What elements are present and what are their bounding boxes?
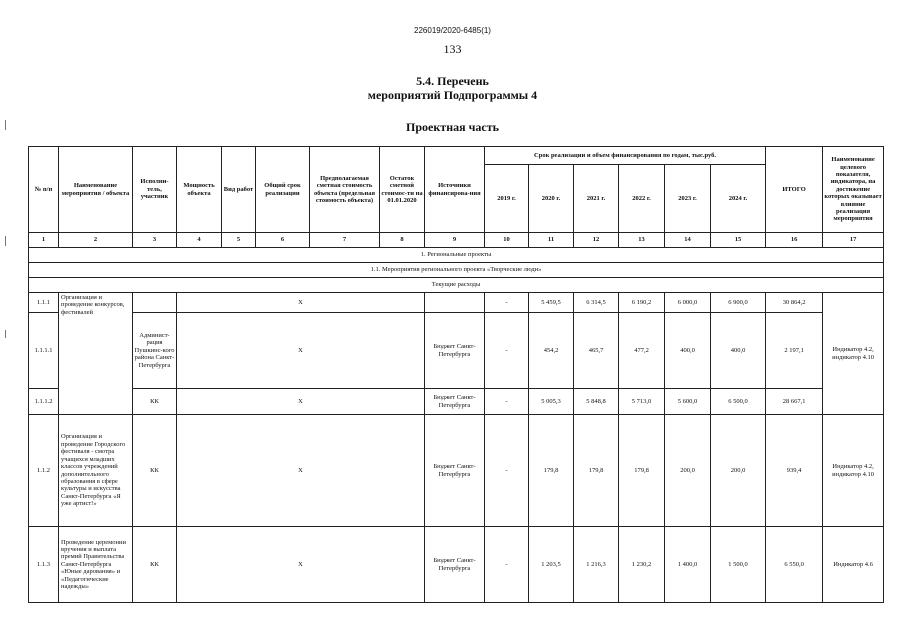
header-year-2020: 2020 г. xyxy=(529,165,574,233)
value-2024: 400,0 xyxy=(711,313,766,389)
value-total: 30 864,2 xyxy=(766,293,823,313)
measure-name: Организация и проведение Городского фестиваля - смотра учащихся младших классов учреждений дополнительного образования в сфере культуры и искусства Санкт-Петербурга «Я уже артист!» xyxy=(59,415,133,527)
section-row xyxy=(29,263,884,278)
value-2021: 465,7 xyxy=(574,313,619,389)
not-applicable-mark: Х xyxy=(177,389,425,415)
value-2022: 477,2 xyxy=(619,313,665,389)
value-total: 939,4 xyxy=(766,415,823,527)
table-row xyxy=(29,313,884,389)
header-estimated-cost: Предполагаемая сметная стоимость объекта (предельная стоимость объекта) xyxy=(310,147,380,233)
header-term: Общий срок реализации xyxy=(256,147,310,233)
measure-name: Проведение церемонии вручения и выплата премий Правительства Санкт-Петербурга «Юные дарования» и «Педагогические надежды» xyxy=(59,527,133,603)
value-total: 6 550,0 xyxy=(766,527,823,603)
document-id: 226019/2020-6485(1) xyxy=(414,26,491,35)
section-regional-projects: 1. Региональные проекты xyxy=(29,248,884,263)
header-year-2022: 2022 г. xyxy=(619,165,665,233)
value-2019: - xyxy=(485,527,529,603)
funding-source: Бюджет Санкт-Петербурга xyxy=(425,415,485,527)
value-total: 2 197,1 xyxy=(766,313,823,389)
value-2023: 6 000,0 xyxy=(665,293,711,313)
header-funding-source: Источники финансирова-ния xyxy=(425,147,485,233)
table-row xyxy=(29,293,884,313)
header-num: № п/п xyxy=(29,147,59,233)
value-2021: 179,8 xyxy=(574,415,619,527)
section-current-expenses: Текущие расходы xyxy=(29,278,884,293)
scan-margin-mark xyxy=(5,120,6,130)
value-2021: 1 216,3 xyxy=(574,527,619,603)
title-line-2: мероприятий Подпрограммы 4 xyxy=(367,88,538,102)
section-creative-people: 1.1. Мероприятия регионального проекта «Творческие люди» xyxy=(29,263,884,278)
value-2019: - xyxy=(485,313,529,389)
executor-cell xyxy=(133,293,177,313)
value-2020: 454,2 xyxy=(529,313,574,389)
value-2023: 200,0 xyxy=(665,415,711,527)
not-applicable-mark: Х xyxy=(177,527,425,603)
value-2024: 1 500,0 xyxy=(711,527,766,603)
funding-source xyxy=(425,293,485,313)
executor-cell: КК xyxy=(133,415,177,527)
column-number: 10 xyxy=(485,233,529,248)
section-row xyxy=(29,278,884,293)
row-number: 1.1.2 xyxy=(29,415,59,527)
row-number: 1.1.1.2 xyxy=(29,389,59,415)
value-2021: 6 314,5 xyxy=(574,293,619,313)
header-year-2024: 2024 г. xyxy=(711,165,766,233)
header-work-type: Вид работ xyxy=(222,147,256,233)
indicator-cell: Индикатор 4.2, индикатор 4.10 xyxy=(823,293,884,415)
table-row xyxy=(29,527,884,603)
table-row xyxy=(29,415,884,527)
header-capacity: Мощность объекта xyxy=(177,147,222,233)
executor-cell: Админист-рация Пушкинс-кого района Санкт-Петербурга xyxy=(133,313,177,389)
page-number: 133 xyxy=(443,42,462,56)
measure-name: Организация и проведение конкурсов, фестивалей xyxy=(59,293,133,415)
value-2022: 5 713,0 xyxy=(619,389,665,415)
column-number: 15 xyxy=(711,233,766,248)
value-2020: 1 203,5 xyxy=(529,527,574,603)
row-number: 1.1.1 xyxy=(29,293,59,313)
value-2019: - xyxy=(485,415,529,527)
value-2019: - xyxy=(485,389,529,415)
column-number: 14 xyxy=(665,233,711,248)
indicator-cell: Индикатор 4.2, индикатор 4.10 xyxy=(823,415,884,527)
page-title xyxy=(0,74,905,102)
value-2020: 5 005,3 xyxy=(529,389,574,415)
table-row xyxy=(29,389,884,415)
row-number: 1.1.3 xyxy=(29,527,59,603)
header-period: Срок реализации и объем финансирования по годам, тыс.руб. xyxy=(485,147,766,165)
value-2023: 1 400,0 xyxy=(665,527,711,603)
row-number: 1.1.1.1 xyxy=(29,313,59,389)
scan-margin-mark xyxy=(5,236,6,246)
column-number: 13 xyxy=(619,233,665,248)
column-number: 12 xyxy=(574,233,619,248)
header-remaining-cost: Остаток сметной стоимос-ти на 01.01.2020 xyxy=(380,147,425,233)
column-number: 4 xyxy=(177,233,222,248)
column-number: 7 xyxy=(310,233,380,248)
not-applicable-mark: Х xyxy=(177,293,425,313)
value-total: 28 667,1 xyxy=(766,389,823,415)
table-header-row xyxy=(29,147,884,165)
section-row xyxy=(29,248,884,263)
measures-table xyxy=(28,146,884,603)
section-subtitle: Проектная часть xyxy=(406,120,499,134)
not-applicable-mark: Х xyxy=(177,313,425,389)
column-number-row xyxy=(29,233,884,248)
column-number: 1 xyxy=(29,233,59,248)
value-2022: 1 230,2 xyxy=(619,527,665,603)
column-number: 11 xyxy=(529,233,574,248)
header-indicator: Наименование целевого показателя, индикатора, на достижение которых оказывает влияние реализация мероприятия xyxy=(823,147,884,233)
scan-margin-mark xyxy=(5,330,6,338)
title-line-1: 5.4. Перечень xyxy=(416,74,489,88)
column-number: 17 xyxy=(823,233,884,248)
header-year-2019: 2019 г. xyxy=(485,165,529,233)
value-2022: 6 190,2 xyxy=(619,293,665,313)
value-2020: 5 459,5 xyxy=(529,293,574,313)
column-number: 5 xyxy=(222,233,256,248)
column-number: 9 xyxy=(425,233,485,248)
executor-cell: КК xyxy=(133,389,177,415)
executor-cell: КК xyxy=(133,527,177,603)
funding-source: Бюджет Санкт-Петербурга xyxy=(425,389,485,415)
column-number: 6 xyxy=(256,233,310,248)
header-name: Наименование мероприятия / объекта xyxy=(59,147,133,233)
indicator-cell: Индикатор 4.6 xyxy=(823,527,884,603)
funding-source: Бюджет Санкт-Петербурга xyxy=(425,527,485,603)
value-2023: 5 600,0 xyxy=(665,389,711,415)
value-2020: 179,8 xyxy=(529,415,574,527)
header-year-2021: 2021 г. xyxy=(574,165,619,233)
not-applicable-mark: Х xyxy=(177,415,425,527)
value-2024: 6 500,0 xyxy=(711,389,766,415)
value-2019: - xyxy=(485,293,529,313)
column-number: 8 xyxy=(380,233,425,248)
column-number: 3 xyxy=(133,233,177,248)
value-2024: 200,0 xyxy=(711,415,766,527)
column-number: 16 xyxy=(766,233,823,248)
column-number: 2 xyxy=(59,233,133,248)
funding-source: Бюджет Санкт-Петербурга xyxy=(425,313,485,389)
value-2023: 400,0 xyxy=(665,313,711,389)
header-executor: Исполни-тель, участник xyxy=(133,147,177,233)
value-2022: 179,8 xyxy=(619,415,665,527)
header-year-2023: 2023 г. xyxy=(665,165,711,233)
value-2024: 6 900,0 xyxy=(711,293,766,313)
value-2021: 5 848,8 xyxy=(574,389,619,415)
header-total: ИТОГО xyxy=(766,147,823,233)
